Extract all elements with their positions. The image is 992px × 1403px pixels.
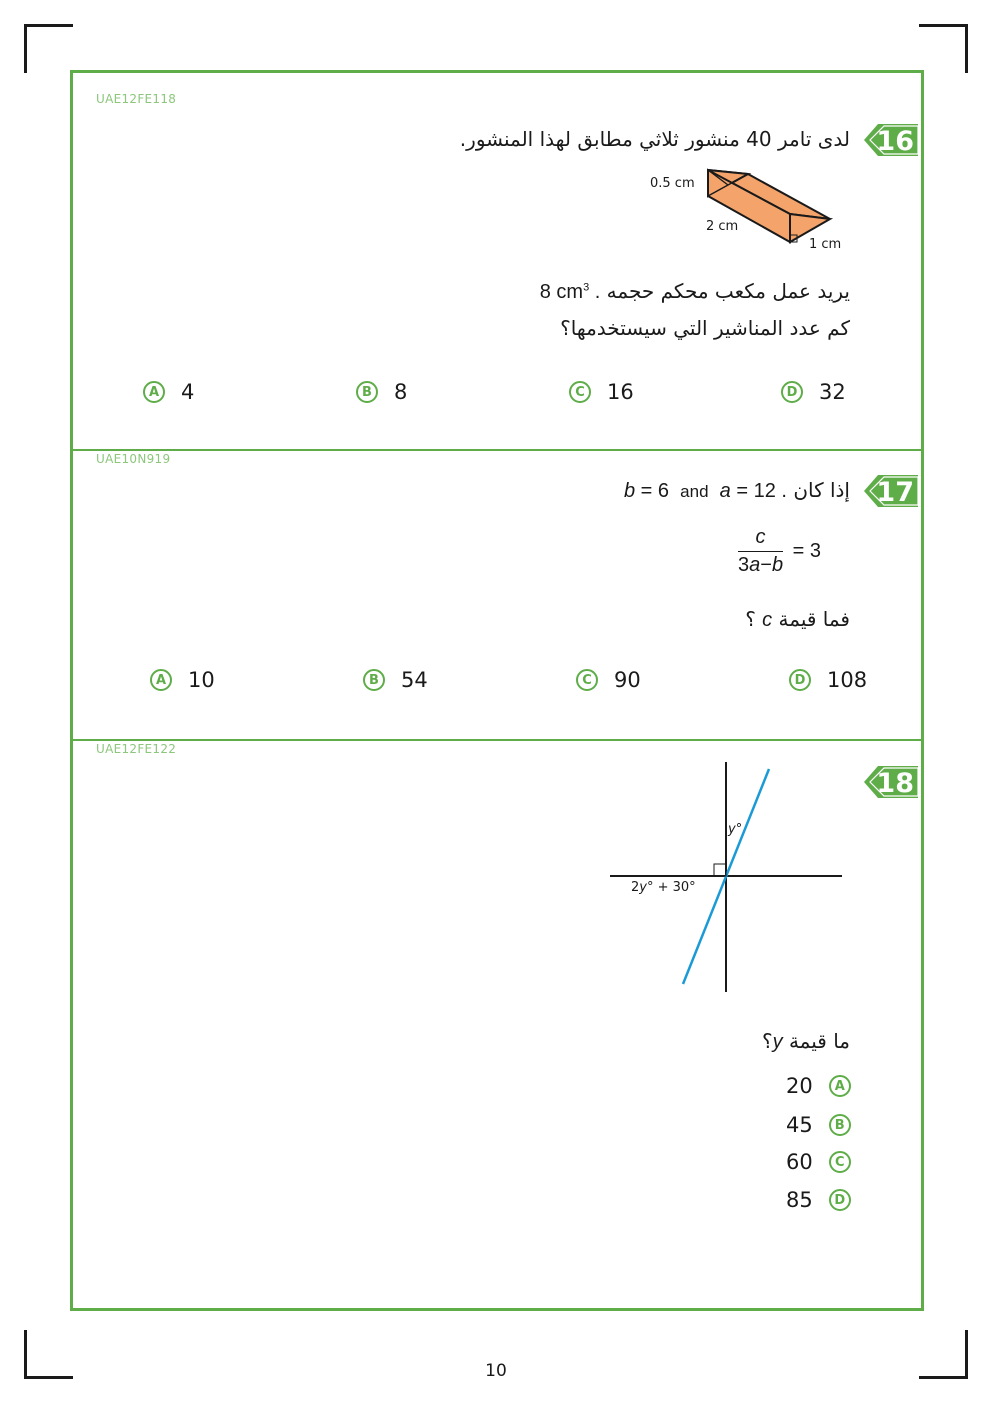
crop-mark-top-right: [919, 24, 968, 73]
option-d-letter: D: [829, 1189, 851, 1211]
dim-length-label: 2 cm: [706, 219, 739, 234]
option-d-letter: D: [781, 381, 803, 403]
option-a[interactable]: A 4: [143, 380, 194, 404]
option-b-letter: B: [829, 1114, 851, 1136]
question-number-badge: 17: [864, 475, 918, 507]
option-d-letter: D: [789, 669, 811, 691]
option-b[interactable]: B 8: [356, 380, 407, 404]
crop-mark-top-left: [24, 24, 73, 73]
option-b-letter: B: [363, 669, 385, 691]
page-number: 10: [485, 1361, 507, 1381]
q17-line1: إذا كان b = 6 and a = 12 .: [623, 478, 850, 502]
q16-line1: لدى تامر 40 منشور ثلاثي مطابق لهذا المنشور.: [459, 127, 850, 151]
q17-equation: $\frac{c}{3a-b}$ = 3: [738, 526, 821, 576]
question-code: UAE10N919: [96, 452, 171, 466]
option-a[interactable]: A 10: [150, 668, 215, 692]
option-a[interactable]: 20 A: [786, 1074, 851, 1098]
question-code: UAE12FE118: [96, 92, 177, 106]
question-number-badge: 18: [864, 766, 918, 798]
q18-question: ما قيمة y؟: [761, 1029, 850, 1053]
divider-16-17: [70, 449, 921, 451]
q16-line2: يريد عمل مكعب محكم حجمه 8 $cm^3$ .: [539, 279, 850, 303]
option-c[interactable]: C 90: [576, 668, 641, 692]
q16-line3: كم عدد المناشير التي سيستخدمها؟: [560, 316, 850, 340]
option-c[interactable]: 60 C: [786, 1150, 851, 1174]
option-b-letter: B: [356, 381, 378, 403]
option-d[interactable]: D 32: [781, 380, 846, 404]
dim-height-label: 0.5 cm: [650, 176, 695, 191]
option-d[interactable]: 85 D: [786, 1188, 851, 1212]
option-d[interactable]: D 108: [789, 668, 867, 692]
option-b[interactable]: B 54: [363, 668, 428, 692]
angle-diagram: [605, 758, 850, 998]
option-c[interactable]: C 16: [569, 380, 634, 404]
question-number-badge: 16: [864, 124, 918, 156]
angle-expression-label: 2y° + 30°: [631, 880, 696, 895]
option-c-letter: C: [569, 381, 591, 403]
angle-y-label: y°: [728, 822, 743, 837]
option-b[interactable]: 45 B: [786, 1113, 851, 1137]
option-a-letter: A: [150, 669, 172, 691]
q17-question: فما قيمة c ؟: [745, 607, 850, 631]
divider-17-18: [70, 739, 921, 741]
option-a-letter: A: [143, 381, 165, 403]
question-code: UAE12FE122: [96, 742, 177, 756]
dim-width-label: 1 cm: [809, 237, 842, 252]
option-a-letter: A: [829, 1075, 851, 1097]
option-c-letter: C: [576, 669, 598, 691]
prism-diagram: [640, 164, 860, 256]
option-c-letter: C: [829, 1151, 851, 1173]
